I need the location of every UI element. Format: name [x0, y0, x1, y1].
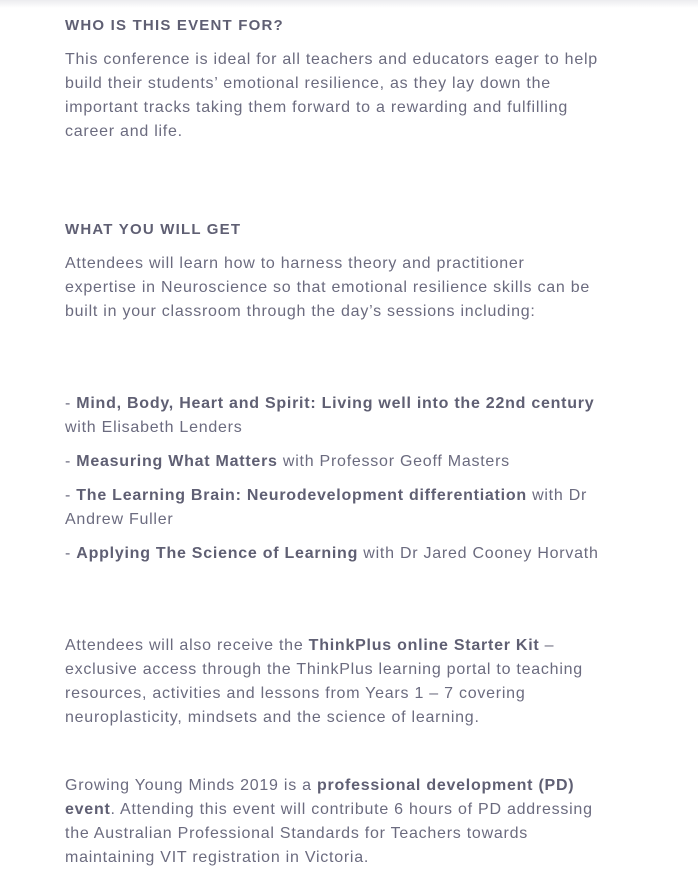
session-speaker: with Dr Andrew Fuller	[65, 487, 588, 528]
pd-highlight: professional development (PD) event	[65, 777, 575, 818]
session-title: Measuring What Matters	[76, 453, 278, 470]
session-item	[65, 542, 600, 566]
pd-paragraph	[65, 774, 600, 870]
starter-kit-paragraph	[65, 634, 600, 730]
who-heading: WHO IS THIS EVENT FOR?	[65, 17, 284, 34]
session-item	[65, 484, 600, 532]
text: – exclusive access through the ThinkPlus learning portal to teaching resources, activities and lessons from Years 1 – 7 covering neuroplasticity, mindsets and the science of learning.	[65, 637, 583, 726]
text: Attendees will also receive the	[65, 637, 309, 654]
text: Growing Young Minds 2019 is a	[65, 777, 317, 794]
who-body: This conference is ideal for all teachers and educators eager to help build their students’ emotional resilience, as they lay down the important tracks taking them forward to a rewarding and fulfilling career and life.	[65, 51, 598, 140]
what-heading: WHAT YOU WILL GET	[65, 221, 242, 238]
what-intro: Attendees will learn how to harness theory and practitioner expertise in Neuroscience so that emotional resilience skills can be built in your classroom through the day’s sessions including:	[65, 255, 591, 320]
dash: -	[65, 395, 77, 412]
starter-kit-highlight: ThinkPlus online Starter Kit	[308, 637, 540, 654]
session-item	[65, 392, 600, 440]
session-speaker: with Professor Geoff Masters	[277, 453, 510, 470]
dash: -	[65, 545, 77, 562]
text: . Attending this event will contribute 6 hours of PD addressing the Australian Professional Standards for Teachers towards maintaining VIT registration in Victoria.	[65, 801, 593, 866]
session-speaker: with Dr Jared Cooney Horvath	[358, 545, 599, 562]
dash: -	[65, 487, 77, 504]
session-title: Mind, Body, Heart and Spirit: Living well into the 22nd century	[76, 395, 595, 412]
session-speaker: with Elisabeth Lenders	[65, 419, 243, 436]
top-shadow	[0, 0, 698, 8]
session-title: Applying The Science of Learning	[76, 545, 359, 562]
session-item	[65, 450, 600, 474]
session-title: The Learning Brain: Neurodevelopment differentiation	[76, 487, 527, 504]
dash: -	[65, 453, 77, 470]
